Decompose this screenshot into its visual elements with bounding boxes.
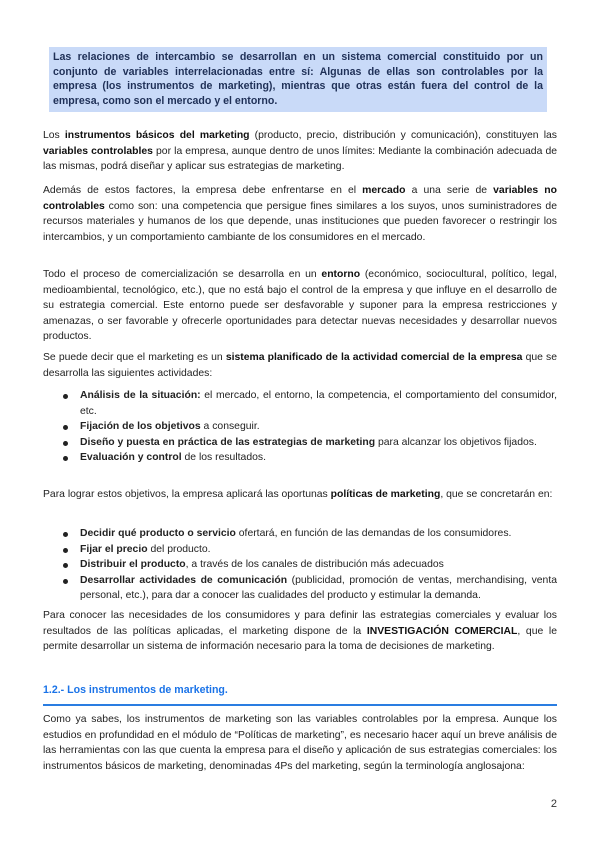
paragraph-mercado <box>43 183 557 245</box>
page-number: 2 <box>550 798 557 810</box>
list-item <box>43 419 557 435</box>
bold-text: Distribuir el producto <box>80 559 186 570</box>
text: de los resultados. <box>181 452 266 463</box>
policies-list <box>43 526 557 604</box>
bullet-icon <box>63 425 68 430</box>
bold-text: Análisis de la situación: <box>80 390 201 401</box>
bullet-icon <box>63 563 68 568</box>
bold-text: entorno <box>321 269 361 280</box>
text: a una serie de <box>405 185 494 196</box>
paragraph-politicas <box>43 487 557 503</box>
bold-text: instrumentos básicos del marketing <box>64 130 250 141</box>
bold-text: Diseño y puesta en práctica de las estrategias de marketing <box>80 436 376 448</box>
text: Todo el proceso de comercialización se desarrolla en un <box>43 269 322 280</box>
bold-text: Fijación de los objetivos <box>80 421 201 432</box>
activities-list <box>43 388 557 466</box>
bold-text: variables no controlables <box>43 185 558 212</box>
bullet-icon <box>63 441 68 446</box>
section-heading: 1.2.- Los instrumentos de marketing. <box>43 684 557 706</box>
list-item <box>43 388 557 419</box>
paragraph-entorno <box>43 267 557 345</box>
text: Para lograr estos objetivos, la empresa aplicará las oportunas <box>43 489 331 500</box>
text: como son: una competencia que persigue fines similares a los suyos, unos suministradores de recursos materiales y humanos de los que depende, unas instituciones que pueden favorecer o restringir los intercambios, y un comportamiento cambiante de los consumidores en el mercado. <box>43 200 557 243</box>
list-item <box>43 557 557 573</box>
bullet-icon <box>63 579 68 584</box>
text: , que le permite desarrollar un sistema de información necesario para la toma de decisiones de marketing. <box>43 625 557 652</box>
text: (publicidad, promoción de ventas, merchandising, venta personal, etc.), para dar a conocer las cualidades del producto y estimular la demanda. <box>80 574 557 601</box>
bold-text: variables controlables <box>43 145 153 157</box>
text: (económico, sociocultural, político, legal, medioambiental, tecnológico, etc.), que no está bajo el control de la empresa y que influye en el desarrollo de su estrategia comercial. Este entorno puede ser desfavorable y suponer para la empresa restricciones y amenazas, o ser favorable y ofrecerle oportunidades para detectar nuevas necesidades y desarrollar nuevos productos. <box>43 269 557 342</box>
text: , que se concretarán en: <box>440 489 553 500</box>
text: (producto, precio, distribución y comunicación), constituyen las <box>249 130 558 141</box>
bold-text: Evaluación y control <box>80 452 182 463</box>
bullet-icon <box>63 548 68 553</box>
list-item <box>43 450 557 466</box>
highlight-text: Las relaciones de intercambio se desarrollan en un sistema comercial constituido por un conjunto de variables interrelacionadas entre sí: Algunas de ellas son controlables por la empresa (los instrumentos de marketing), mientras que otras están fuera del control de la empresa, como son el mercado y el entorno. <box>53 51 543 107</box>
bold-text: políticas de marketing <box>330 489 441 500</box>
text: del producto. <box>147 543 211 555</box>
text: a conseguir. <box>200 421 260 432</box>
bold-text: Decidir qué producto o servicio <box>80 528 236 539</box>
paragraph-investigacion <box>43 608 557 655</box>
list-item <box>43 542 557 558</box>
text: ofertará, en función de las demandas de los consumidores. <box>235 528 512 539</box>
paragraph-sistema <box>43 350 557 381</box>
text: Los <box>43 130 65 141</box>
bold-text: INVESTIGACIÓN COMERCIAL <box>366 625 518 637</box>
text: Además de estos factores, la empresa debe enfrentarse en el <box>43 185 363 196</box>
bold-text: Desarrollar actividades de comunicación <box>80 574 288 586</box>
text: el mercado, el entorno, la competencia, el comportamiento del consumidor, etc. <box>80 390 557 417</box>
text: para alcanzar los objetivos fijados. <box>375 436 537 448</box>
list-item <box>43 573 557 604</box>
text: Como ya sabes, los instrumentos de marketing son las variables controlables por la empresa. Aunque los estudios en profundidad en el módulo de “Políticas de marketing”, es necesario hacer aquí un breve análisis de las herramientas con las que cuenta la empresa para el diseño y aplicación de sus estrategias comerciales: los instrumentos básicos de marketing, denominadas 4Ps del marketing, según la terminología anglosajona: <box>43 714 557 772</box>
highlight-box <box>49 47 547 112</box>
text: por la empresa, aunque dentro de unos límites: Mediante la combinación adecuada de las mismas, podrá diseñar y aplicar sus estrategias de marketing. <box>43 145 557 172</box>
bold-text: sistema planificado de la actividad comercial de la empresa <box>225 352 523 363</box>
bullet-icon <box>63 394 68 399</box>
bold-text: Fijar el precio <box>80 543 148 555</box>
list-item <box>43 526 557 542</box>
text: , a través de los canales de distribución más adecuados <box>185 559 444 570</box>
paragraph-4ps <box>43 712 557 774</box>
bullet-icon <box>63 456 68 461</box>
list-item <box>43 435 557 451</box>
text: Se puede decir que el marketing es un <box>43 352 226 363</box>
text: Para conocer las necesidades de los consumidores y para definir las estrategias comerciales y evaluar los resultados de las políticas aplicadas, el marketing dispone de la <box>43 610 557 637</box>
paragraph-instrumentos <box>43 128 557 175</box>
bullet-icon <box>63 532 68 537</box>
bold-text: mercado <box>362 185 406 196</box>
text: que se desarrolla las siguientes actividades: <box>43 352 558 379</box>
